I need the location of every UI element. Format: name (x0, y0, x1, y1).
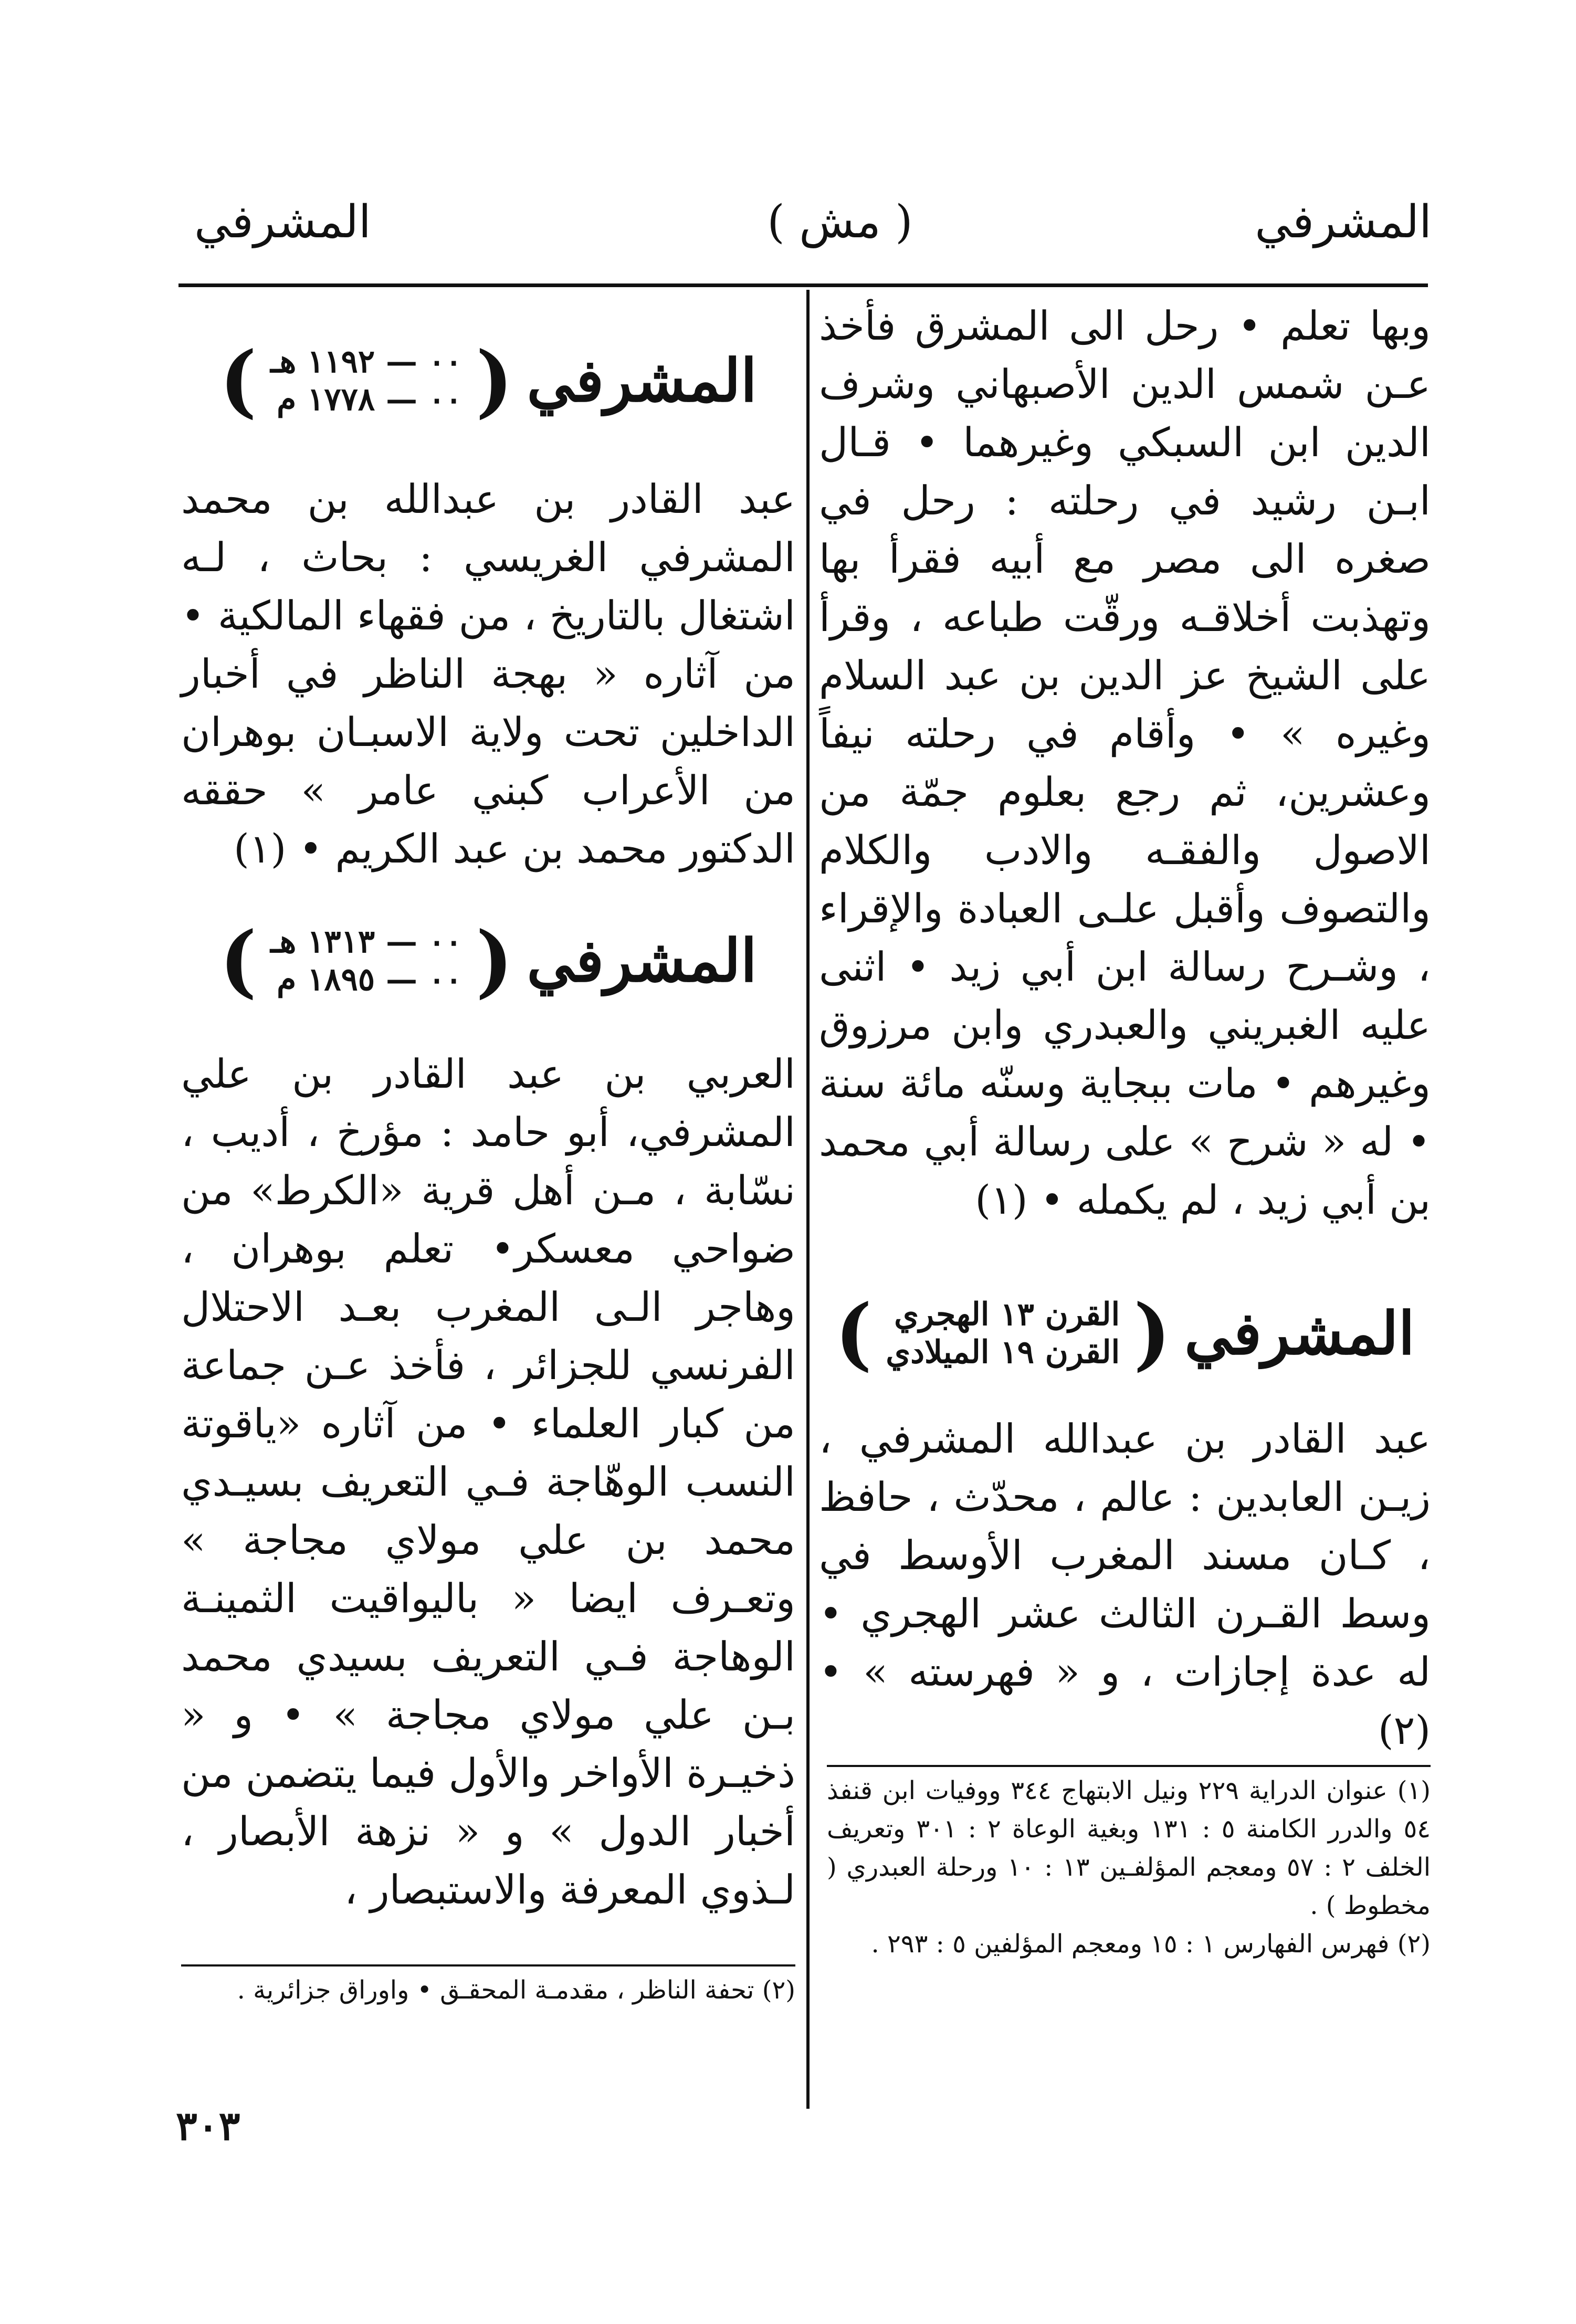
entry-name: المشرفي (1184, 1299, 1415, 1368)
open-paren: ( (1133, 1287, 1171, 1380)
close-paren: ) (219, 914, 257, 1007)
entry-dates (886, 1296, 1120, 1371)
entry-body-3 (819, 1410, 1431, 1759)
entry-name: المشرفي (527, 346, 757, 415)
footnote-2: (٢) فهرس الفهارس ١ : ١٥ ومعجم المؤلفين ٥ : ٢٩٣ . (871, 1929, 1431, 1959)
date-line-hijri: القرن ١٣ الهجري (894, 1296, 1120, 1333)
entry-text: عبد القادر بن عبدالله بن محمد المشرفي الغريسي : بحاث ، لـه اشتغال بالتاريخ ، من فقهاء المالكية • من آثاره « بهجة الناظر في أخبار الداخلين تحت ولاية الاسبـان بوهران من الأعراب كبني عامر » حققه الدكتور محمد بن عبد الكريم • (١) (181, 476, 795, 872)
date-line-hijri: ٠٠ — ١٣١٣ هـ (270, 923, 463, 960)
page-number: ٣٠٣ (176, 2102, 240, 2149)
date-line-gregorian: القرن ١٩ الميلادي (886, 1334, 1120, 1371)
date-line-hijri: ٠٠ — ١١٩٢ هـ (270, 343, 463, 380)
entry-text: العربي بن عبد القادر بن علي المشرفي، أبو حامد : مؤرخ ، أديب ، نسّابة ، مـن أهل قرية «الكرط» من ضواحي معسكر• تعلم بوهران ، وهاجر الـى المغرب بعـد الاحتلال الفرنسي للجزائر ، فأخذ عـن جماعة من كبار العلماء • من آثاره «ياقوتة النسب الوهّاجة فـي التعريف بسيـدي محمد بن علي مولاي مجاجة » وتعـرف ايضا « باليواقيت الثمينـة الوهاجة فـي التعريف بسيدي محمد بـن علي مولاي مجاجة » • و « ذخيـرة الأواخر والأول فيما يتضمن من أخبار الدول » و « نزهة الأبصار ، لـذوي المعرفة والاستبصار ، (181, 1050, 795, 1913)
close-paren: ) (219, 334, 257, 427)
running-head-section: ( مش ) (767, 196, 913, 248)
footnote-rule-right (827, 1765, 1431, 1767)
open-paren: ( (476, 334, 513, 427)
entry-body-1 (181, 470, 795, 878)
entry-dates (270, 923, 462, 998)
close-paren: ) (835, 1287, 873, 1380)
date-line-gregorian: ٠٠ — ١٧٧٨ م (277, 381, 463, 418)
running-head-right: المشرفي (1255, 196, 1432, 248)
entry-body-2 (181, 1045, 795, 1919)
running-head-left: المشرفي (194, 196, 371, 248)
right-column-continuation (819, 297, 1431, 1229)
date-line-gregorian: ٠٠ — ١٨٩٥ م (277, 961, 463, 998)
entry-dates (270, 343, 462, 418)
footnotes-right (827, 1772, 1431, 1963)
column-divider (806, 290, 810, 2109)
footnote-rule-left (181, 1964, 795, 1967)
header-rule (178, 283, 1428, 287)
entry-heading-2 (181, 903, 795, 1018)
entry-heading-1 (181, 318, 795, 444)
footnote-2: (٢) تحفة الناظر ، مقدمـة المحقـق • واوراق جزائرية . (237, 1975, 795, 2005)
footnotes-left (181, 1971, 795, 2010)
entry-name: المشرفي (527, 926, 757, 995)
open-paren: ( (476, 914, 513, 1007)
footnote-1: (١) عنوان الدراية ٢٢٩ ونيل الابتهاج ٣٤٤ ووفيات ابن قنفذ ٥٤ والدرر الكامنة ٥ : ١٣١ وبغية الوعاة ٢ : ٣٠١ وتعريف الخلف ٢ : ٥٧ ومعجم المؤلفـين ١٣ : ١٠ ورحلة العبدري ( مخطوط ) . (827, 1776, 1431, 1920)
entry-text: عبد القادر بن عبدالله المشرفي ، زيـن العابدين : عالم ، محدّث ، حافظ ، كـان مسند المغرب الأوسط في وسط القـرن الثالث عشر الهجري • له عدة إجازات ، و « فهرسته » • (٢) (819, 1415, 1431, 1753)
entry-heading-3 (819, 1273, 1431, 1394)
entry-text-continued: وبها تعلم • رحل الى المشرق فأخذ عـن شمس الدين الأصبهاني وشرف الدين ابن السبكي وغيرهما • قـال ابـن رشيد في رحلته : رحل في صغره الى مصر مع أبيه فقرأ بها وتهذبت أخلاقـه ورقّت طباعه ، وقرأ على الشيخ عز الدين بن عبد السلام وغيره » • وأقام في رحلته نيفاً وعشرين، ثم رجع بعلوم جمّة من الاصول والفقـه والادب والكلام والتصوف وأقبل علـى العبادة والإقراء ، وشـرح رسالة ابن أبي زيد • اثنى عليه الغبريني والعبدري وابن مرزوق وغيرهم • مات ببجاية وسنّه مائة سنة • له « شرح » على رسالة أبي محمد بن أبي زيد ، لم يكمله • (١) (819, 302, 1431, 1223)
